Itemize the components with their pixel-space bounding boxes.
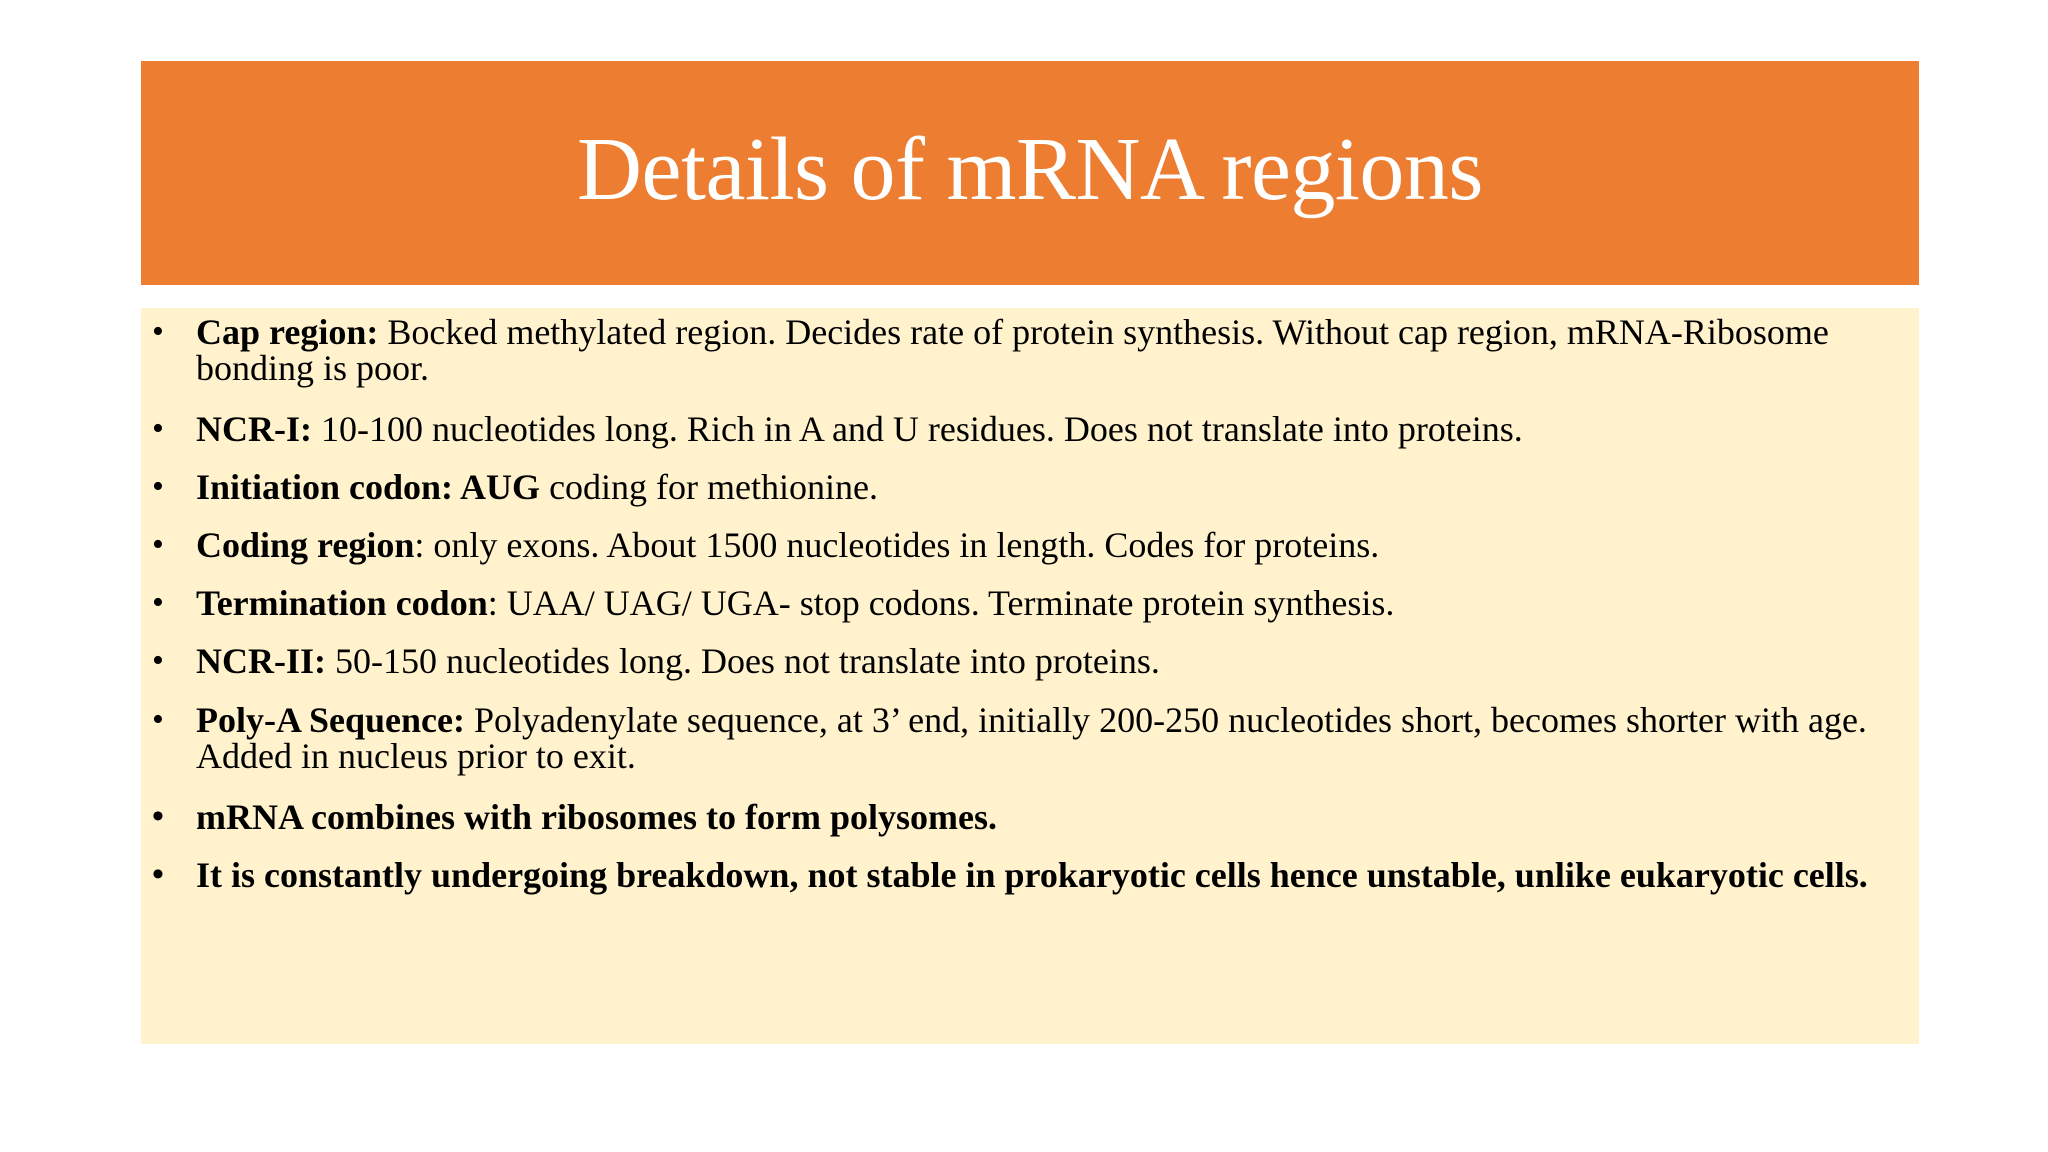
bullet-initiation-codon bbox=[152, 467, 1896, 507]
bullet-description: coding for methionine. bbox=[540, 467, 878, 507]
bullet-ncr-i bbox=[152, 409, 1896, 449]
slide-title: Details of mRNA regions bbox=[577, 120, 1483, 219]
bullet-coding-region bbox=[152, 525, 1896, 565]
title-bar bbox=[141, 61, 1919, 285]
bullet-breakdown bbox=[152, 855, 1896, 895]
bullet-dot-icon: • bbox=[152, 526, 164, 563]
bullet-cap-region bbox=[152, 312, 1896, 388]
bullet-description: 10-100 nucleotides long. Rich in A and U residues. Does not translate into proteins. bbox=[311, 409, 1523, 449]
bullet-description: 50-150 nucleotides long. Does not translate into proteins. bbox=[326, 641, 1160, 681]
bullet-termination-codon bbox=[152, 583, 1896, 623]
bullet-dot-icon: • bbox=[152, 410, 164, 447]
bullet-dot-icon: • bbox=[152, 642, 164, 679]
bullet-term: mRNA combines with ribosomes to form polysomes. bbox=[196, 797, 997, 837]
bullet-description: : only exons. About 1500 nucleotides in length. Codes for proteins. bbox=[414, 525, 1380, 565]
bullet-dot-icon: • bbox=[152, 584, 164, 621]
bullet-term: Initiation codon: AUG bbox=[196, 467, 541, 507]
bullet-dot-icon: • bbox=[152, 468, 164, 505]
bullet-term: It is constantly undergoing breakdown, not stable in prokaryotic cells hence unstable, unlike eukaryotic cells. bbox=[196, 855, 1868, 895]
bullet-description: Polyadenylate sequence, at 3’ end, initially 200-250 nucleotides short, becomes shorter with age. Added in nucleus prior to exit. bbox=[196, 700, 1867, 776]
bullet-dot-icon: • bbox=[152, 856, 164, 893]
bullet-poly-a-sequence bbox=[152, 700, 1896, 776]
bullet-term: NCR-I: bbox=[196, 409, 312, 449]
bullet-term: NCR-II: bbox=[196, 641, 326, 681]
bullet-term: Cap region: bbox=[196, 312, 379, 352]
bullet-term: Coding region bbox=[196, 525, 415, 565]
bullet-ncr-ii bbox=[152, 641, 1896, 681]
bullet-dot-icon: • bbox=[152, 798, 164, 835]
bullet-dot-icon: • bbox=[152, 313, 164, 350]
bullet-dot-icon: • bbox=[152, 701, 164, 738]
content-box bbox=[141, 308, 1919, 1044]
bullet-term: Poly-A Sequence: bbox=[196, 700, 465, 740]
bullet-description: Bocked methylated region. Decides rate of protein synthesis. Without cap region, mRNA-Ribosome bonding is poor. bbox=[196, 312, 1829, 388]
bullet-polysomes bbox=[152, 797, 1896, 837]
bullet-description: : UAA/ UAG/ UGA- stop codons. Terminate protein synthesis. bbox=[487, 583, 1395, 623]
bullet-term: Termination codon bbox=[196, 583, 488, 623]
